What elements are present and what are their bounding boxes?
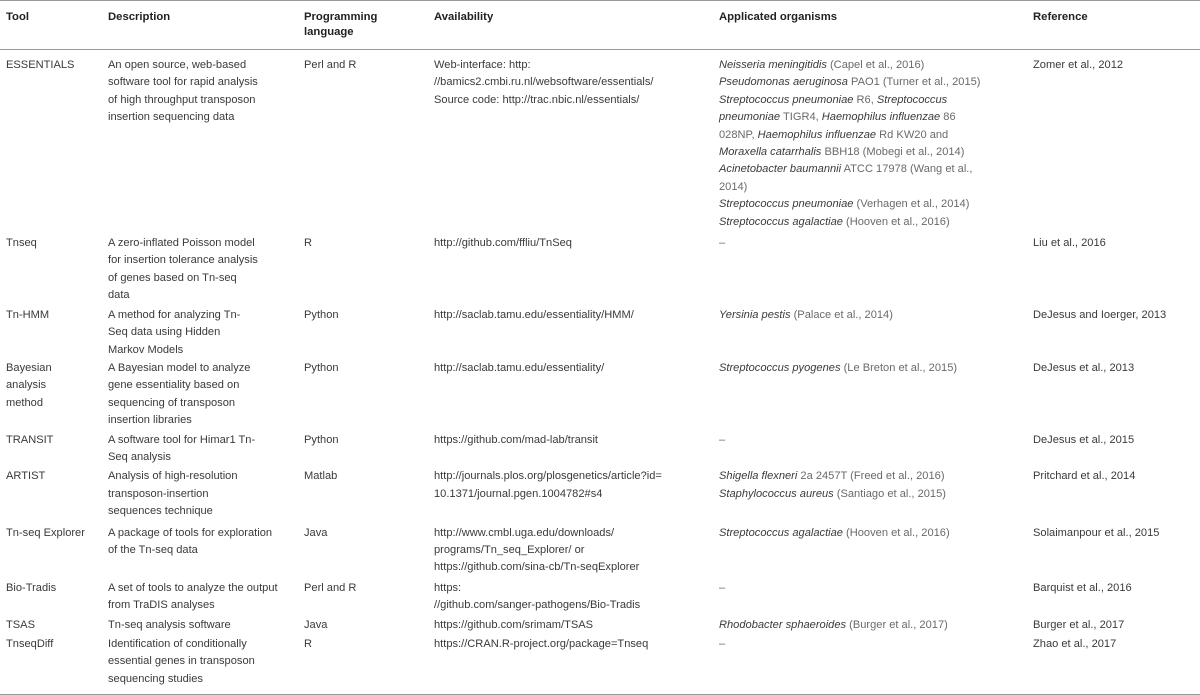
organism-line <box>719 109 1023 126</box>
cell-reference: Zomer et al., 2012 <box>1033 59 1124 71</box>
organism-line <box>719 74 1023 91</box>
table-row <box>0 432 1200 469</box>
cell-tool <box>0 468 102 524</box>
header-reference: Reference <box>1027 1 1200 50</box>
organism-citation: (Verhagen et al., 2014) <box>853 198 970 211</box>
organism-citation: (Palace et al., 2014) <box>790 308 893 321</box>
organism-citation: TIGR4, <box>780 111 822 124</box>
cell-description <box>102 235 298 307</box>
availability-line: http://saclab.tamu.edu/essentiality/ <box>434 361 605 374</box>
table-row <box>0 525 1200 580</box>
cell-organisms <box>713 580 1027 617</box>
organism-line <box>719 214 1023 231</box>
organism-name: Rhodobacter sphaeroides <box>719 618 847 631</box>
availability-line: //bamics2.cmbi.ru.nl/websoftware/essentials/ <box>434 76 654 89</box>
organism-line <box>719 161 1023 178</box>
tool-name: Tnseq <box>6 237 37 250</box>
tool-description: A package of tools for exploration of the Tn-seq data <box>108 526 273 556</box>
tool-name: Tn-seq Explorer <box>6 526 85 539</box>
cell-reference: DeJesus and Ioerger, 2013 <box>1033 308 1167 321</box>
cell-availability <box>428 235 713 307</box>
header-row <box>0 1 1200 50</box>
table-row <box>0 307 1200 360</box>
tool-description: A software tool for Himar1 Tn-Seq analysis <box>108 433 256 463</box>
table-row <box>0 50 1200 236</box>
tool-description: Tn-seq analysis software <box>108 618 231 631</box>
cell-reference: Solaimanpour et al., 2015 <box>1033 526 1160 539</box>
cell-language: R <box>298 636 428 695</box>
cell-reference: DeJesus et al., 2013 <box>1033 361 1135 374</box>
organism-citation: 2a 2457T (Freed et al., 2016) <box>797 470 945 483</box>
organism-citation: – <box>719 433 726 446</box>
tool-name: Bayesian analysis method <box>6 361 52 409</box>
cell-availability <box>428 307 713 360</box>
organism-name: Staphylococcus aureus <box>719 487 834 500</box>
availability-line: 10.1371/journal.pgen.1004782#s4 <box>434 487 603 500</box>
table-row <box>0 636 1200 695</box>
organism-line <box>719 307 1023 324</box>
cell-organisms <box>713 360 1027 432</box>
cell-tool <box>0 360 102 432</box>
cell-language: Java <box>304 618 328 631</box>
organism-name: Streptococcus pneumoniae <box>719 198 854 211</box>
tool-name: Tn-HMM <box>6 308 50 321</box>
organism-citation: PAO1 (Turner et al., 2015) <box>847 76 981 89</box>
organism-name: Streptococcus pyogenes <box>719 361 841 374</box>
cell-availability <box>428 360 713 432</box>
organism-citation: 86 <box>940 111 956 124</box>
cell-availability <box>428 50 713 236</box>
organism-line <box>719 179 1023 196</box>
table-row <box>0 360 1200 432</box>
tool-name: ESSENTIALS <box>6 59 75 71</box>
organism-name: Neisseria meningitidis <box>719 59 827 71</box>
cell-organisms <box>713 235 1027 307</box>
availability-line: programs/Tn_seq_Explorer/ or <box>434 543 585 556</box>
cell-description <box>102 580 298 617</box>
cell-description <box>102 50 298 236</box>
cell-language: R <box>304 237 313 250</box>
organism-line <box>719 525 1023 542</box>
organism-line <box>719 92 1023 109</box>
cell-description <box>102 360 298 432</box>
cell-availability <box>428 636 713 695</box>
organism-name: Shigella flexneri <box>719 470 798 483</box>
organism-name: Streptococcus <box>876 93 948 106</box>
tool-name: TSAS <box>6 618 35 631</box>
cell-organisms <box>713 468 1027 524</box>
organism-citation: (Santiago et al., 2015) <box>833 487 946 500</box>
organism-citation: – <box>719 638 726 650</box>
availability-line: https: <box>434 581 462 594</box>
availability-line: //github.com/sanger-pathogens/Bio-Tradis <box>434 599 641 612</box>
tool-name: ARTIST <box>6 470 46 483</box>
availability-line: http://journals.plos.org/plosgenetics/article?id= <box>434 470 662 483</box>
availability-line: http://github.com/ffliu/TnSeq <box>434 237 572 250</box>
tool-name: TRANSIT <box>6 433 54 446</box>
tool-description: Identification of conditionally essential genes in transposon sequencing studies <box>108 638 255 685</box>
tool-description: A zero-inflated Poisson model for insertion tolerance analysis of genes based on Tn-seq data <box>108 237 258 302</box>
organism-name: Moraxella catarrhalis <box>719 146 822 159</box>
availability-line: http://www.cmbl.uga.edu/downloads/ <box>434 526 615 539</box>
table-row <box>0 468 1200 524</box>
organism-citation: BBH18 (Mobegi et al., 2014) <box>821 146 965 159</box>
cell-tool <box>0 580 102 617</box>
organism-line <box>719 127 1023 144</box>
organism-line <box>719 144 1023 161</box>
organism-name: Streptococcus agalactiae <box>719 215 843 228</box>
tool-description: A set of tools to analyze the output from TraDIS analyses <box>108 581 278 612</box>
organism-line <box>719 486 1023 503</box>
cell-tool <box>0 617 102 636</box>
availability-line: http://saclab.tamu.edu/essentiality/HMM/ <box>434 308 634 321</box>
organism-line <box>719 580 1023 597</box>
organism-citation: (Capel et al., 2016) <box>826 59 925 71</box>
organism-citation: ATCC 17978 (Wang et al., <box>841 163 973 176</box>
cell-tool <box>0 50 102 236</box>
organism-name: Pseudomonas aeruginosa <box>719 76 848 89</box>
cell-description <box>102 617 298 636</box>
cell-tool <box>0 235 102 307</box>
organism-citation: Rd KW20 and <box>876 128 949 141</box>
organism-line <box>719 636 1023 653</box>
cell-organisms <box>713 432 1027 469</box>
organism-citation: – <box>719 581 726 594</box>
cell-tool <box>0 307 102 360</box>
cell-reference: Pritchard et al., 2014 <box>1033 470 1136 483</box>
tool-name: TnseqDiff <box>6 638 54 650</box>
cell-tool <box>0 432 102 469</box>
tool-description: A method for analyzing Tn-Seq data using Hidden Markov Models <box>108 308 241 356</box>
organism-line <box>719 617 1023 634</box>
organism-citation: (Burger et al., 2017) <box>846 618 948 631</box>
cell-availability <box>428 525 713 580</box>
header-organisms: Applicated organisms <box>713 1 1027 50</box>
table-row <box>0 580 1200 617</box>
tool-name: Bio-Tradis <box>6 581 57 594</box>
cell-reference: Barquist et al., 2016 <box>1033 581 1132 594</box>
cell-organisms <box>713 50 1027 236</box>
cell-language: Python <box>304 361 339 374</box>
availability-line: https://github.com/sina-cb/Tn-seqExplorer <box>434 561 640 574</box>
cell-language: Python <box>304 433 339 446</box>
cell-language: Matlab <box>304 470 338 483</box>
organism-citation: (Hooven et al., 2016) <box>842 215 950 228</box>
organism-citation: (Hooven et al., 2016) <box>842 526 950 539</box>
availability-line: https://github.com/mad-lab/transit <box>434 433 599 446</box>
organism-citation: 028NP, <box>719 128 758 141</box>
tool-description: A Bayesian model to analyze gene essentiality based on sequencing of transposon insertion libraries <box>108 361 251 427</box>
header-tool: Tool <box>0 1 102 50</box>
cell-description <box>102 636 298 695</box>
organism-line <box>719 196 1023 213</box>
cell-description <box>102 525 298 580</box>
organism-line <box>719 468 1023 485</box>
header-availability: Availability <box>428 1 713 50</box>
cell-organisms <box>713 636 1027 695</box>
organism-name: Streptococcus pneumoniae <box>719 93 854 106</box>
cell-reference: Liu et al., 2016 <box>1033 237 1106 250</box>
organism-line <box>719 57 1023 74</box>
cell-language: Python <box>304 308 339 321</box>
cell-availability <box>428 617 713 636</box>
availability-line: https://CRAN.R-project.org/package=Tnseq <box>434 638 649 650</box>
organism-name: Haemophilus influenzae <box>821 111 941 124</box>
tool-description: An open source, web-based software tool for rapid analysis of high throughput transposon insertion sequencing data <box>108 59 258 124</box>
availability-line: Web-interface: http: <box>434 59 531 71</box>
cell-reference: Zhao et al., 2017 <box>1027 636 1200 695</box>
cell-organisms <box>713 307 1027 360</box>
organism-line <box>719 360 1023 377</box>
cell-description <box>102 307 298 360</box>
cell-description <box>102 468 298 524</box>
organism-name: Yersinia pestis <box>719 308 791 321</box>
table-row <box>0 235 1200 307</box>
organism-name: Acinetobacter baumannii <box>719 163 842 176</box>
table-row <box>0 617 1200 636</box>
organism-line <box>719 432 1023 449</box>
header-language: Programming language <box>298 1 428 50</box>
cell-tool <box>0 636 102 695</box>
cell-organisms <box>713 617 1027 636</box>
organism-name: Streptococcus agalactiae <box>719 526 843 539</box>
cell-reference: DeJesus et al., 2015 <box>1033 433 1135 446</box>
cell-availability <box>428 432 713 469</box>
cell-organisms <box>713 525 1027 580</box>
availability-line: Source code: http://trac.nbic.nl/essentials/ <box>434 93 640 106</box>
cell-language: Perl and R <box>304 59 357 71</box>
availability-line: https://github.com/srimam/TSAS <box>434 618 594 631</box>
organism-citation: R6, <box>853 93 877 106</box>
cell-language: Java <box>304 526 328 539</box>
organism-line <box>719 235 1023 252</box>
organism-citation: 2014) <box>719 180 748 193</box>
cell-tool <box>0 525 102 580</box>
organism-name: Haemophilus influenzae <box>757 128 877 141</box>
cell-availability <box>428 580 713 617</box>
cell-language: Perl and R <box>304 581 357 594</box>
cell-description <box>102 432 298 469</box>
organism-citation: (Le Breton et al., 2015) <box>840 361 958 374</box>
header-description: Description <box>102 1 298 50</box>
tool-description: Analysis of high-resolution transposon-insertion sequences technique <box>108 470 238 518</box>
cell-reference: Burger et al., 2017 <box>1033 618 1125 631</box>
organism-citation: – <box>719 237 726 250</box>
organism-name: pneumoniae <box>719 111 781 124</box>
cell-availability <box>428 468 713 524</box>
